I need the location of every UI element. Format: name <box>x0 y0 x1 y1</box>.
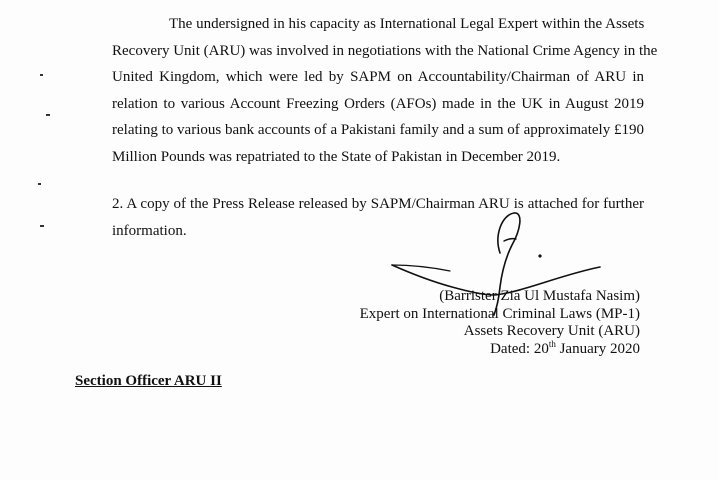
date-ordinal: th <box>548 338 556 349</box>
signatory-name: (Barrister Zia Ul Mustafa Nasim) <box>439 288 640 304</box>
paragraph-line: relating to various bank accounts of a Pakistani family and a sum of approximately £190 <box>112 122 644 139</box>
signatory-unit: Assets Recovery Unit (ARU) <box>463 323 640 339</box>
paragraph-line: The undersigned in his capacity as International Legal Expert within the Assets <box>169 16 645 32</box>
signature-date <box>360 338 640 359</box>
paragraph-line: Recovery Unit (ARU) was involved in negotiations with the National Crime Agency in the <box>112 42 658 59</box>
margin-mark <box>40 225 44 227</box>
paragraph-2 <box>112 191 644 244</box>
paragraph-line: information. <box>112 222 187 239</box>
paragraph-line: United Kingdom, which were led by SAPM on Accountability/Chairman of ARU in <box>112 69 644 86</box>
margin-mark <box>40 74 43 76</box>
paragraph-line: 2. A copy of the Press Release released by SAPM/Chairman ARU is attached for further <box>112 196 644 212</box>
paragraph-line: Million Pounds was repatriated to the State of Pakistan in December 2019. <box>112 148 561 165</box>
margin-mark <box>46 114 50 116</box>
signature-block <box>360 288 640 358</box>
date-prefix: Dated: 20 <box>490 340 549 357</box>
date-suffix: January 2020 <box>555 340 640 357</box>
paragraph-line: relation to various Account Freezing Orders (AFOs) made in the UK in August 2019 <box>112 95 644 112</box>
paragraph-1 <box>112 11 658 171</box>
margin-mark <box>38 183 41 185</box>
signatory-designation: Expert on International Criminal Laws (MP-1) <box>359 305 640 322</box>
addressee: Section Officer ARU II <box>75 373 222 389</box>
